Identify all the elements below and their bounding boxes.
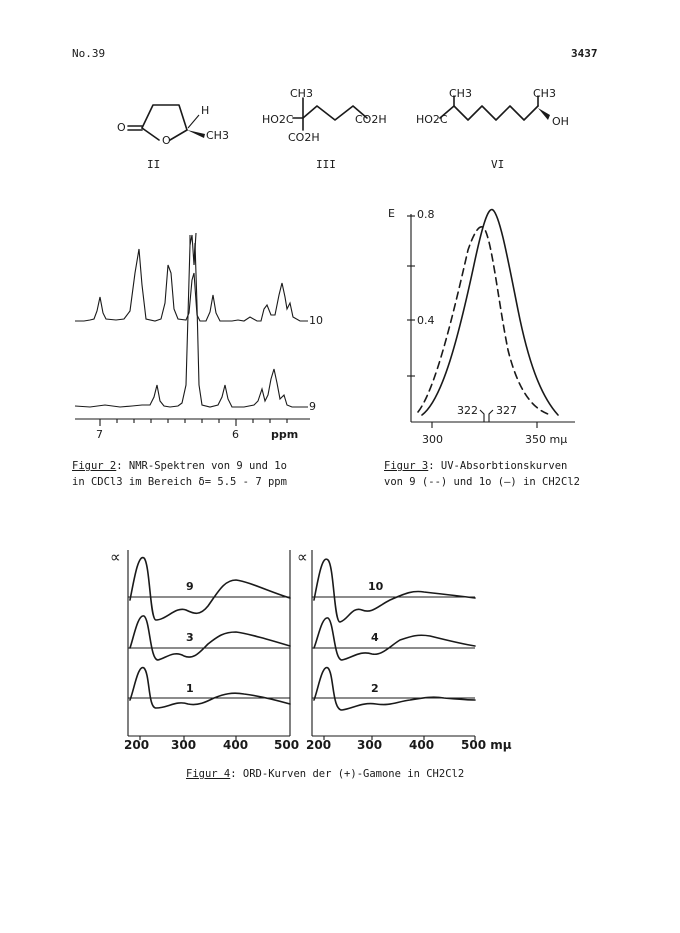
- uv-ytick-04: 0.4: [417, 314, 435, 327]
- structure-iii-ch3: CH3: [290, 87, 313, 100]
- structure-vi-label: VI: [491, 158, 505, 171]
- ord-label-4: 4: [371, 631, 379, 644]
- figure3-caption-line1: Figur 3: UV-Absorbtionskurven: [384, 460, 568, 472]
- figure4-caption-label: Figur 4: [186, 768, 231, 780]
- structure-ii-carbonyl-o: O: [117, 121, 126, 134]
- structure-iii-co2h-bottom: CO2H: [288, 131, 320, 144]
- nmr-axis-unit: ppm: [271, 428, 299, 441]
- uv-ylabel: E: [388, 207, 395, 220]
- ord-curve-10: [314, 559, 475, 622]
- figure2-caption-line1: Figur 2: NMR-Spektren von 9 und 1o: [72, 460, 287, 472]
- figure4-caption: Figur 4: ORD-Kurven der (+)-Gamone in CH2Cl2: [186, 768, 465, 780]
- ord-curve-3: [130, 616, 290, 660]
- uv-xtick-300: 300: [422, 433, 443, 446]
- structure-vi-ch3-left: CH3: [449, 87, 472, 100]
- structure-vi-ch3-right: CH3: [533, 87, 556, 100]
- nmr-trace-10: [75, 249, 308, 321]
- nmr-axis-ticks: [100, 419, 287, 426]
- uv-peak-322: 322: [457, 404, 478, 417]
- uv-curve-10: [422, 210, 558, 415]
- nmr-tick-label-6: 6: [232, 428, 239, 441]
- figure3-caption-label: Figur 3: [384, 460, 429, 472]
- figure4-ord-curves: [100, 540, 520, 760]
- uv-peak-327: 327: [496, 404, 517, 417]
- nmr-trace-label-10: 10: [309, 314, 323, 327]
- ord-label-1: 1: [186, 682, 194, 695]
- ord-xtick-left-200: 200: [124, 738, 150, 752]
- structure-iii-label: III: [316, 158, 336, 171]
- structure-iii-co2h-right: CO2H: [355, 113, 387, 126]
- journal-number: No.39: [72, 47, 106, 60]
- nmr-trace-9: [75, 235, 308, 407]
- structure-vi-ho2c: HO2C: [416, 113, 448, 126]
- figure3-caption-line2: von 9 (--) und 1o (—) in CH2Cl2: [384, 476, 580, 488]
- page-number: 3437: [571, 47, 598, 60]
- figure3-uv-curves: [380, 200, 610, 450]
- ord-curve-1: [130, 668, 290, 708]
- ord-xtick-right-500: 500 mμ: [461, 738, 512, 752]
- ord-label-9: 9: [186, 580, 194, 593]
- ord-alpha-right: ∝: [297, 548, 308, 566]
- ord-label-2: 2: [371, 682, 379, 695]
- ord-xtick-left-500: 500: [274, 738, 300, 752]
- ord-curve-9: [130, 558, 290, 620]
- ord-xtick-right-400: 400: [409, 738, 435, 752]
- ord-curve-4: [314, 618, 475, 660]
- uv-xtick-350: 350 mμ: [525, 433, 568, 446]
- ord-xtick-left-300: 300: [171, 738, 197, 752]
- structure-vi-oh: OH: [552, 115, 569, 128]
- nmr-tick-label-7: 7: [96, 428, 103, 441]
- figure2-nmr-spectra: [60, 225, 350, 455]
- structure-ii-ring-o: O: [162, 134, 171, 147]
- figure2-caption-label: Figur 2: [72, 460, 117, 472]
- uv-curve-9: [418, 227, 548, 414]
- ord-xtick-left-400: 400: [223, 738, 249, 752]
- ord-xtick-right-300: 300: [357, 738, 383, 752]
- ord-alpha-left: ∝: [110, 548, 121, 566]
- figure2-caption-line2: in CDCl3 im Bereich δ= 5.5 - 7 ppm: [72, 476, 287, 488]
- structure-ii-label: II: [147, 158, 161, 171]
- structure-iii-ho2c: HO2C: [262, 113, 294, 126]
- ord-label-10: 10: [368, 580, 384, 593]
- ord-curve-2: [314, 668, 475, 710]
- uv-ytick-08: 0.8: [417, 208, 435, 221]
- nmr-trace-label-9: 9: [309, 400, 316, 413]
- ord-label-3: 3: [186, 631, 194, 644]
- structure-ii-ch3: CH3: [206, 129, 229, 142]
- ord-xtick-right-200: 200: [306, 738, 332, 752]
- structure-ii-h: H: [201, 104, 210, 117]
